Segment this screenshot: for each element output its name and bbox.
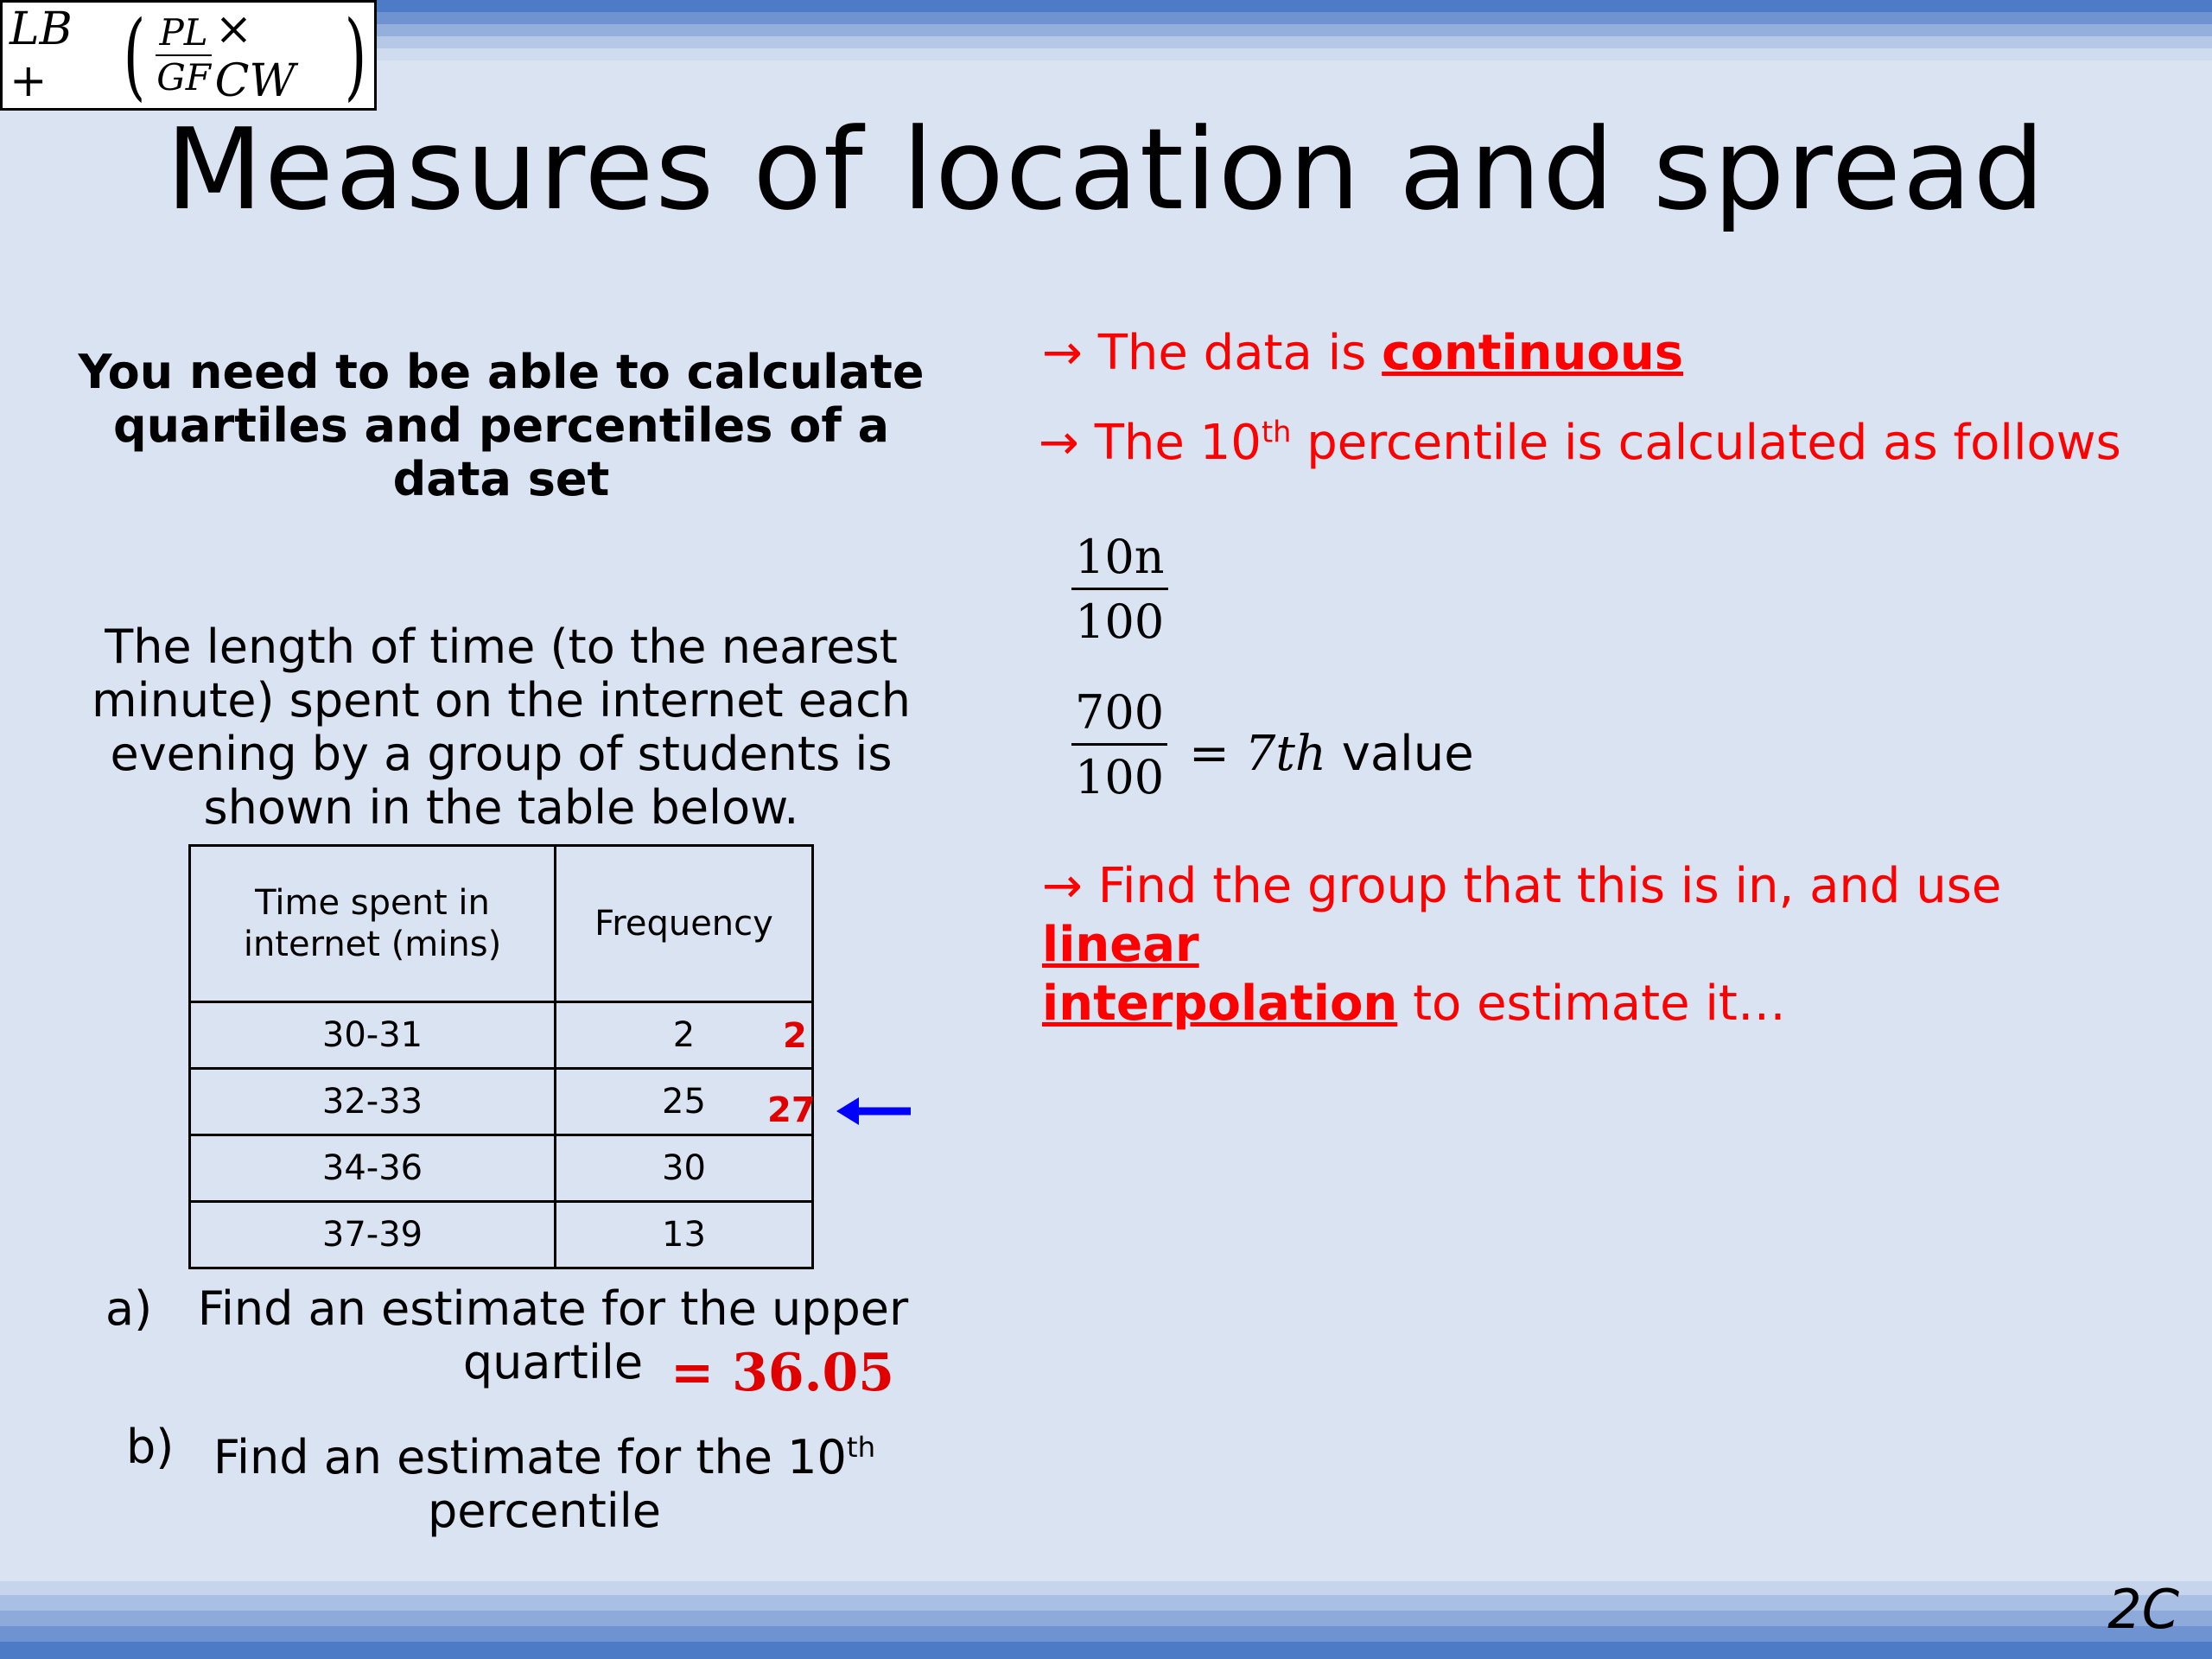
question-b-text-post: percentile xyxy=(427,1484,662,1538)
formula-open-paren: ( xyxy=(123,0,145,111)
right-line1-pre: → The data is xyxy=(1042,325,1382,381)
formula-close-paren: ) xyxy=(344,0,367,111)
frac1-denominator: 100 xyxy=(1075,594,1165,649)
table-header-row xyxy=(190,846,813,1002)
table-row xyxy=(190,1069,813,1135)
cumulative-2: 2 xyxy=(783,1016,807,1056)
bottom-band xyxy=(0,1581,2212,1659)
formula-numerator: PL xyxy=(156,15,211,56)
fraction-10n-over-100 xyxy=(1071,530,1168,649)
problem-description: The length of time (to the nearest minute) spent on the internet each evening by a group of students is shown in the table below. xyxy=(92,620,911,835)
cell-time: 34-36 xyxy=(190,1135,556,1202)
formula-lb: LB + xyxy=(10,3,73,107)
formula-box xyxy=(0,0,377,111)
cell-time: 32-33 xyxy=(190,1069,556,1135)
cell-frequency: 30 xyxy=(556,1135,813,1202)
frac2-denominator: 100 xyxy=(1075,750,1165,804)
right-line-continuous xyxy=(1042,325,1683,381)
eq-math: = 7th xyxy=(1189,726,1326,782)
right-line2-post: percentile is calculated as follows xyxy=(1291,415,2121,471)
slide-code: 2C xyxy=(2107,1578,2179,1641)
cumulative-27: 27 xyxy=(767,1090,816,1130)
right-line2-pre: → The 10 xyxy=(1039,415,1262,471)
right-line3-linear: linear xyxy=(1042,917,1199,973)
fraction-700-over-100 xyxy=(1071,685,1167,804)
right-line1-underlined: continuous xyxy=(1382,325,1684,381)
formula-fraction xyxy=(156,11,211,99)
answer-a: = 36.05 xyxy=(671,1343,895,1403)
formula-denominator: GF xyxy=(156,56,211,99)
frac1-numerator: 10n xyxy=(1071,534,1168,590)
table-row xyxy=(190,1202,813,1268)
table-row xyxy=(190,1135,813,1202)
question-b-text-pre: Find an estimate for the 10 xyxy=(213,1430,847,1484)
intro-text: You need to be able to calculate quartiles and percentiles of a data set xyxy=(78,345,925,506)
frac2-numerator: 700 xyxy=(1071,690,1167,746)
cell-frequency: 25 xyxy=(556,1069,813,1135)
cell-time: 30-31 xyxy=(190,1002,556,1069)
table-row xyxy=(190,1002,813,1069)
cell-frequency: 13 xyxy=(556,1202,813,1268)
header-frequency: Frequency xyxy=(556,846,813,1002)
cell-frequency: 2 xyxy=(556,1002,813,1069)
eq-text: value xyxy=(1325,726,1474,782)
right-line3-interpolation: interpolation xyxy=(1042,976,1398,1032)
header-time: Time spent in internet (mins) xyxy=(190,846,556,1002)
right-line-percentile xyxy=(1039,415,2121,471)
cell-time: 37-39 xyxy=(190,1202,556,1268)
right-line3-pre: → Find the group that this is in, and use xyxy=(1042,858,2002,914)
question-b-text xyxy=(199,1421,890,1538)
seventh-value-equation xyxy=(1189,726,1474,782)
question-b-sup: th xyxy=(846,1431,876,1464)
question-a-text: Find an estimate for the upper quartile xyxy=(197,1281,909,1389)
question-a-label: a) xyxy=(105,1281,153,1336)
right-line3-post: to estimate it… xyxy=(1397,976,1786,1032)
right-line-interpolation xyxy=(1042,857,2165,1033)
slide-title: Measures of location and spread xyxy=(165,104,2047,235)
frequency-table xyxy=(188,844,814,1269)
left-arrow-icon xyxy=(836,1094,912,1128)
right-line2-sup: th xyxy=(1261,415,1292,449)
formula-times: × CW xyxy=(214,3,296,107)
question-b-label: b) xyxy=(126,1420,175,1474)
